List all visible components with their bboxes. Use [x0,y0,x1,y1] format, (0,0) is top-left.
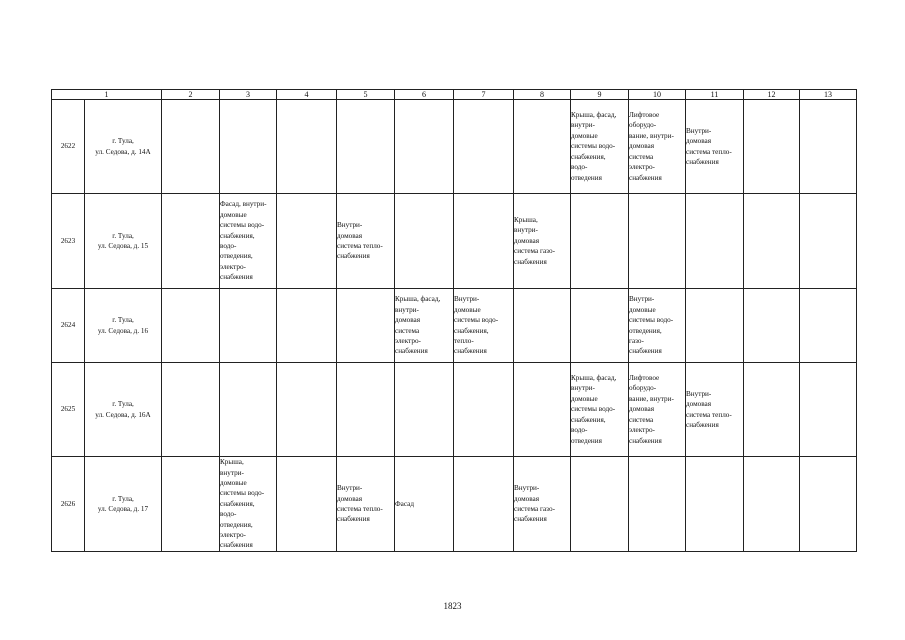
work-line: Внутри- [686,389,712,398]
work-line: снабжения [514,515,547,524]
work-cell-col-8 [514,100,571,194]
work-line: внутри- [514,226,538,235]
work-line: снабжения, [454,326,489,335]
work-cell-col-4 [277,289,337,363]
work-cell-col-8 [514,363,571,457]
work-line: домовая [629,142,655,151]
address-line: г. Тула, [112,231,134,240]
work-line: отведения [571,173,602,182]
header-cell-1: 1 [52,90,162,100]
work-cell-col-13 [800,363,857,457]
work-cell-col-13 [800,457,857,552]
work-line: Фасад [395,499,414,508]
work-cell-col-9 [571,194,629,289]
work-line: водо- [571,426,588,435]
work-cell-col-3 [220,457,277,552]
work-cell-col-12 [744,100,800,194]
work-line: электро- [395,336,421,345]
work-cell-col-7 [454,100,514,194]
work-line: снабжения [337,252,370,261]
work-line: Внутри- [686,126,712,135]
work-line: водо- [571,163,588,172]
work-line: домовая [395,316,421,325]
address-cell [85,457,162,552]
work-cell-col-3 [220,289,277,363]
header-cell-3: 3 [220,90,277,100]
header-cell-6: 6 [395,90,454,100]
work-cell-col-10 [629,457,686,552]
work-cell-col-8 [514,194,571,289]
work-cell-col-2 [162,363,220,457]
address-cell [85,363,162,457]
work-cell-col-5 [337,289,395,363]
work-line: система тепло- [337,505,383,513]
work-cell-col-6 [395,289,454,363]
work-cell-col-4 [277,100,337,194]
address-line: ул. Седова, д. 16А [95,410,151,419]
header-cell-2: 2 [162,90,220,100]
work-cell-col-7 [454,289,514,363]
work-cell-col-11 [686,363,744,457]
work-cell-col-10 [629,100,686,194]
work-line: домовая [629,405,655,414]
work-line: снабжения [395,347,428,356]
work-line: внутри- [571,384,595,393]
work-cell-col-2 [162,289,220,363]
work-cell-col-2 [162,194,220,289]
work-line: вание, внутри- [629,131,674,140]
row-number: 2625 [52,363,85,457]
work-cell-col-6 [395,194,454,289]
work-line: домовые [571,131,598,140]
header-cell-7: 7 [454,90,514,100]
work-cell-col-10 [629,363,686,457]
table-row [52,363,857,457]
work-line: системы водо- [629,316,674,325]
work-cell-col-11 [686,289,744,363]
work-cell-col-3 [220,194,277,289]
work-cell-col-12 [744,363,800,457]
work-cell-col-11 [686,100,744,194]
work-cell-col-13 [800,100,857,194]
header-cell-5: 5 [337,90,395,100]
header-cell-10: 10 [629,90,686,100]
work-line: снабжения [220,541,253,550]
work-cell-col-8 [514,289,571,363]
work-line: домовая [514,236,540,245]
work-line: электро- [629,426,655,435]
address-line: ул. Седова, д. 17 [97,505,149,513]
work-line: домовая [514,494,540,503]
work-line: домовая [686,400,712,409]
work-cell-col-7 [454,363,514,457]
work-line: отведения, [220,252,253,261]
row-number: 2623 [52,194,85,289]
work-line: снабжения [629,347,662,356]
work-line: газо- [629,336,644,345]
work-cell-col-10 [629,194,686,289]
work-cell-col-4 [277,363,337,457]
work-line: системы водо- [454,316,499,325]
work-cell-col-12 [744,289,800,363]
work-cell-col-6 [395,457,454,552]
work-line: домовые [220,210,247,219]
work-line: снабжения [686,420,719,429]
work-cell-col-3 [220,100,277,194]
work-line: Внутри- [514,484,540,493]
work-cell-col-11 [686,194,744,289]
work-line: система тепло- [337,242,383,250]
work-cell-col-5 [337,363,395,457]
work-cell-col-8 [514,457,571,552]
work-line: Внутри- [337,221,363,230]
work-line: водо- [220,242,237,250]
work-cell-col-5 [337,100,395,194]
address-cell [85,194,162,289]
work-line: Крыша, [220,458,244,467]
work-cell-col-13 [800,289,857,363]
address-line: ул. Седова, д. 14А [95,147,151,156]
work-cell-col-7 [454,194,514,289]
address-line: г. Тула, [112,400,134,409]
work-schedule-table [51,89,857,552]
work-line: система газо- [514,505,555,513]
work-line: системы водо- [571,142,616,151]
work-cell-col-9 [571,289,629,363]
work-line: система [629,152,654,161]
address-line: ул. Седова, д. 16 [97,326,149,335]
work-line: Лифтовое [629,111,660,120]
work-line: Крыша, [514,215,538,224]
row-number: 2624 [52,289,85,363]
header-cell-4: 4 [277,90,337,100]
table-body [52,100,857,552]
work-cell-col-7 [454,457,514,552]
work-line: снабжения, [220,231,255,240]
work-line: снабжения [686,157,719,166]
work-line: домовая [686,137,712,146]
work-line: отведения, [220,520,253,529]
work-line: домовые [571,394,598,403]
work-cell-col-9 [571,363,629,457]
work-line: снабжения [337,515,370,524]
table-row [52,289,857,363]
work-line: электро- [220,262,246,271]
header-cell-11: 11 [686,90,744,100]
header-cell-8: 8 [514,90,571,100]
address-line: г. Тула, [112,494,134,503]
work-cell-col-11 [686,457,744,552]
work-line: домовые [454,305,481,314]
header-cell-9: 9 [571,90,629,100]
work-cell-col-12 [744,194,800,289]
work-cell-col-2 [162,100,220,194]
work-cell-col-6 [395,363,454,457]
work-line: Лифтовое [629,374,660,383]
work-line: снабжения [629,436,662,445]
work-line: электро- [220,531,246,540]
work-line: системы водо- [220,489,265,498]
work-line: оборудо- [629,121,657,130]
work-cell-col-9 [571,457,629,552]
work-line: система газо- [514,247,555,256]
work-line: системы водо- [220,221,265,230]
work-line: система [395,326,420,335]
work-line: снабжения, [220,499,255,508]
work-cell-col-6 [395,100,454,194]
work-cell-col-5 [337,457,395,552]
work-line: Фасад, внутри- [220,200,267,209]
header-cell-13: 13 [800,90,857,100]
work-cell-col-12 [744,457,800,552]
address-line: ул. Седова, д. 15 [97,242,149,250]
address-line: г. Тула, [112,316,134,325]
work-line: водо- [220,510,237,519]
work-cell-col-4 [277,194,337,289]
work-line: отведения, [629,326,662,335]
address-cell [85,100,162,194]
work-line: домовая [337,231,363,240]
work-line: электро- [629,163,655,172]
table-row [52,100,857,194]
work-line: Крыша, фасад, [395,295,441,304]
work-line: отведения [571,436,602,445]
work-line: домовые [629,305,656,314]
work-line: Внутри- [454,295,480,304]
work-cell-col-3 [220,363,277,457]
work-line: внутри- [571,121,595,130]
work-line: снабжения [454,347,487,356]
work-line: Внутри- [629,295,655,304]
work-line: вание, внутри- [629,394,674,403]
header-cell-12: 12 [744,90,800,100]
work-line: снабжения [629,173,662,182]
row-number: 2622 [52,100,85,194]
work-line: домовые [220,478,247,487]
address-cell [85,289,162,363]
table-header [52,90,857,100]
work-line: система [629,415,654,424]
work-line: оборудо- [629,384,657,393]
work-cell-col-13 [800,194,857,289]
work-line: система тепло- [686,410,732,419]
work-line: внутри- [220,468,244,477]
work-line: Крыша, фасад, [571,111,617,120]
work-cell-col-9 [571,100,629,194]
work-line: Внутри- [337,484,363,493]
work-line: системы водо- [571,405,616,414]
work-line: Крыша, фасад, [571,374,617,383]
work-line: снабжения, [571,415,606,424]
work-line: снабжения [220,273,253,282]
page-number: 1823 [443,601,462,611]
table-row [52,194,857,289]
work-cell-col-2 [162,457,220,552]
address-line: г. Тула, [112,137,134,146]
work-line: система тепло- [686,147,732,156]
work-line: домовая [337,494,363,503]
row-number: 2626 [52,457,85,552]
work-cell-col-10 [629,289,686,363]
work-line: снабжения [514,257,547,266]
work-line: снабжения, [571,152,606,161]
header-row [52,90,857,100]
work-cell-col-4 [277,457,337,552]
table-row [52,457,857,552]
work-cell-col-5 [337,194,395,289]
work-line: тепло- [454,336,474,345]
work-line: внутри- [395,305,419,314]
